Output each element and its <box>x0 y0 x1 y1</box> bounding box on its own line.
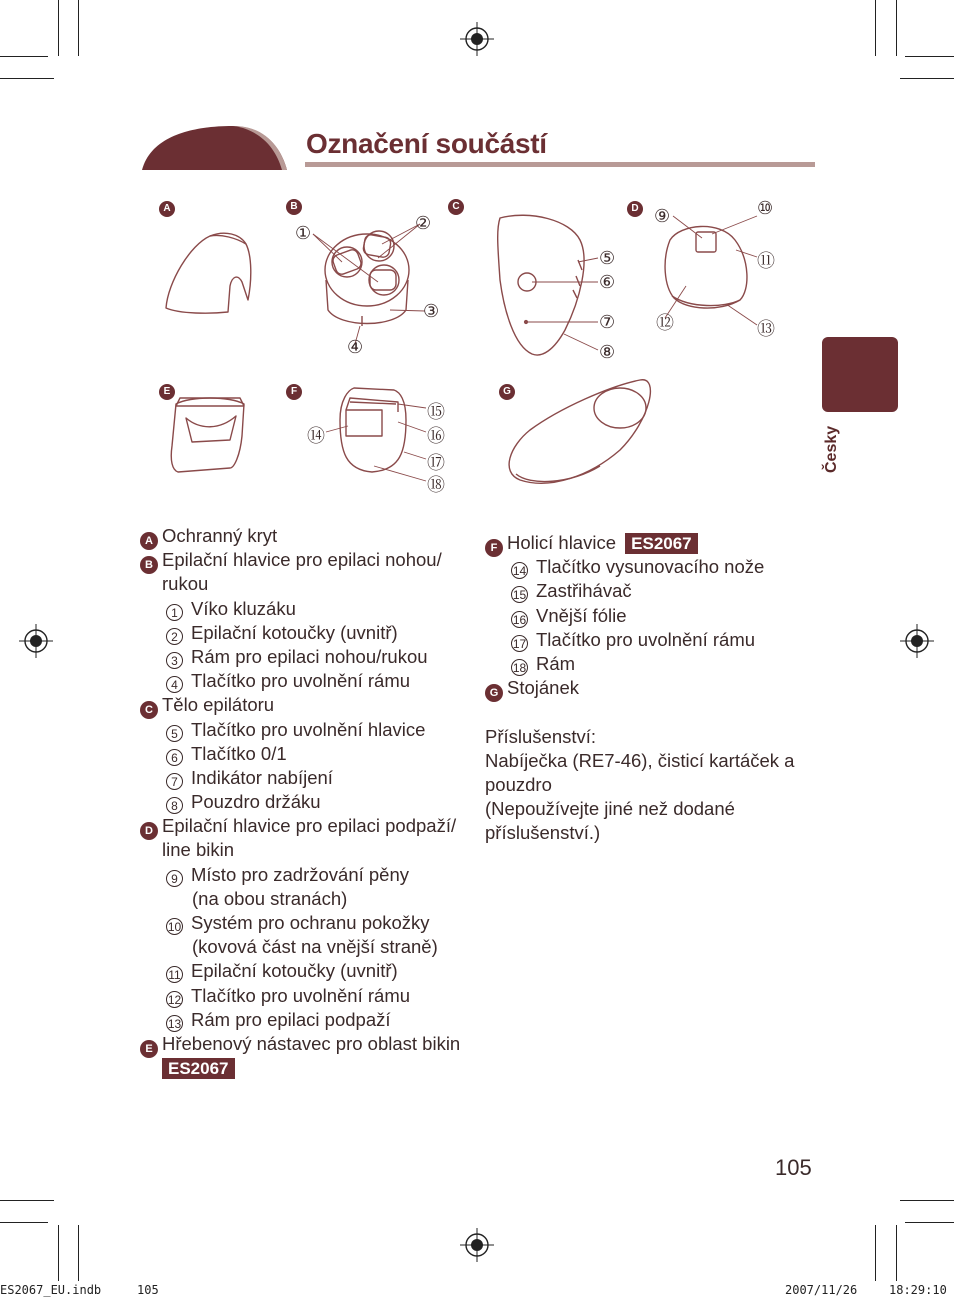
list-subitem: 7 Indikátor nabíjení <box>140 766 470 790</box>
epilator-body-drawing <box>498 215 584 355</box>
shaver-head-drawing <box>340 388 406 472</box>
figure-badge-c: C <box>448 199 464 215</box>
callout-4: ④ <box>347 337 364 357</box>
callout-5: ⑤ <box>599 248 616 268</box>
footer-file: ES2067_EU.indb <box>0 1283 102 1297</box>
list-subitem: 5 Tlačítko pro uvolnění hlavice <box>140 718 470 742</box>
header-tab-shape <box>142 124 287 170</box>
list-subitem: 17 Tlačítko pro uvolnění rámu <box>512 628 756 651</box>
list-item: C Tělo epilátoru <box>140 693 470 717</box>
figure-badge-a: A <box>159 201 175 217</box>
list-subitem-continuation: (na obou stranách) <box>192 887 348 909</box>
list-item: B Epilační hlavice pro epilaci nohou/ <box>140 548 470 572</box>
title-rule <box>305 162 815 167</box>
list-subitem: 18 Rám <box>512 652 576 675</box>
registration-mark-top <box>460 22 494 56</box>
footer-date: 2007/11/26 <box>785 1283 858 1297</box>
callout-6: ⑥ <box>599 272 616 292</box>
language-tab <box>822 337 898 412</box>
callout-12: ⑫ <box>656 313 674 333</box>
callout-16: ⑯ <box>427 426 445 446</box>
list-item-continuation <box>140 1056 470 1080</box>
part-badge: C <box>140 701 158 719</box>
callout-18: ⑱ <box>427 475 445 495</box>
figure-badge-e: E <box>159 384 175 400</box>
protective-cap-drawing <box>166 233 251 313</box>
callout-7: ⑦ <box>599 312 616 332</box>
callout-1: ① <box>295 223 312 243</box>
list-subitem: 3 Rám pro epilaci nohou/rukou <box>140 645 470 669</box>
list-subitem: 13 Rám pro epilaci podpaží <box>167 1008 391 1031</box>
callout-13: ⑬ <box>757 319 775 339</box>
page-title: Označení součástí <box>306 128 547 159</box>
list-subitem: 4 Tlačítko pro uvolnění rámu <box>140 669 470 693</box>
part-badge: A <box>140 532 158 550</box>
part-badge: F <box>485 539 503 557</box>
part-badge: B <box>140 556 158 574</box>
charging-stand-drawing <box>509 380 650 483</box>
list-item: A Ochranný kryt <box>140 524 470 548</box>
list-subitem: 1 Víko kluzáku <box>140 597 470 621</box>
footer-page: 105 <box>137 1283 159 1297</box>
callout-8: ⑧ <box>599 342 616 362</box>
list-subitem: 14 Tlačítko vysunovacího nože <box>512 556 765 579</box>
list-item-continuation: rukou <box>162 573 209 595</box>
list-subitem: 15 Zastřihávač <box>512 580 632 603</box>
accessories-heading: Příslušenství: <box>485 725 597 747</box>
list-item: D Epilační hlavice pro epilaci podpaží/ <box>140 814 470 838</box>
list-subitem: 10 Systém pro ochranu pokožky <box>167 912 430 934</box>
list-subitem: 2 Epilační kotoučky (uvnitř) <box>140 621 470 645</box>
list-item: G Stojánek <box>485 676 815 700</box>
figure-badge-g: G <box>499 384 515 400</box>
accessories-line: (Nepoužívejte jiné než dodané <box>485 798 735 820</box>
callout-15: ⑮ <box>427 402 445 422</box>
list-subitem-continuation: (kovová část na vnější straně) <box>192 936 438 958</box>
callout-10: ⑩ <box>757 198 774 218</box>
accessories-line: příslušenství.) <box>485 822 601 844</box>
part-badge: D <box>140 822 158 840</box>
leg-epilation-head-drawing <box>325 231 409 326</box>
parts-illustration <box>150 190 810 510</box>
registration-mark-left <box>19 624 53 658</box>
list-subitem: 9 Místo pro zadržování pěny <box>140 863 470 887</box>
callout-14: ⑭ <box>307 426 325 446</box>
callout-2: ② <box>415 213 432 233</box>
language-label: Česky <box>823 425 840 473</box>
page-number: 105 <box>775 1155 812 1180</box>
underarm-epilation-head-drawing <box>665 226 747 308</box>
list-subitem: 12 Tlačítko pro uvolnění rámu <box>167 984 411 1007</box>
list-item: E Hřebenový nástavec pro oblast bikin <box>140 1032 470 1056</box>
registration-mark-bottom <box>460 1228 494 1262</box>
registration-mark-right <box>900 624 934 658</box>
part-badge: G <box>485 684 503 702</box>
part-badge: E <box>140 1040 158 1058</box>
bikini-comb-drawing <box>171 398 244 472</box>
figure-badge-b: B <box>286 199 302 215</box>
callout-17: ⑰ <box>427 453 445 473</box>
callout-11: ⑪ <box>757 251 775 271</box>
model-badge: ES2067 <box>625 533 698 554</box>
list-item-continuation: line bikin <box>162 839 234 861</box>
callout-3: ③ <box>423 301 440 321</box>
callout-9: ⑨ <box>654 206 671 226</box>
list-item: F Holicí hlavice ES2067 <box>485 531 815 555</box>
figure-badge-d: D <box>627 201 643 217</box>
model-badge: ES2067 <box>162 1058 235 1079</box>
list-subitem: 16 Vnější fólie <box>512 604 627 627</box>
footer-time: 18:29:10 <box>889 1283 947 1297</box>
accessories-line: pouzdro <box>485 773 552 795</box>
left-parts-list <box>140 524 470 1080</box>
list-subitem: 11 Epilační kotoučky (uvnitř) <box>140 959 470 983</box>
list-subitem: 8 Pouzdro držáku <box>140 790 470 814</box>
accessories-line: Nabíječka (RE7-46), čisticí kartáček a <box>485 749 795 771</box>
figure-badge-f: F <box>286 384 302 400</box>
list-subitem: 6 Tlačítko 0/1 <box>140 742 470 766</box>
right-parts-list <box>485 531 815 845</box>
